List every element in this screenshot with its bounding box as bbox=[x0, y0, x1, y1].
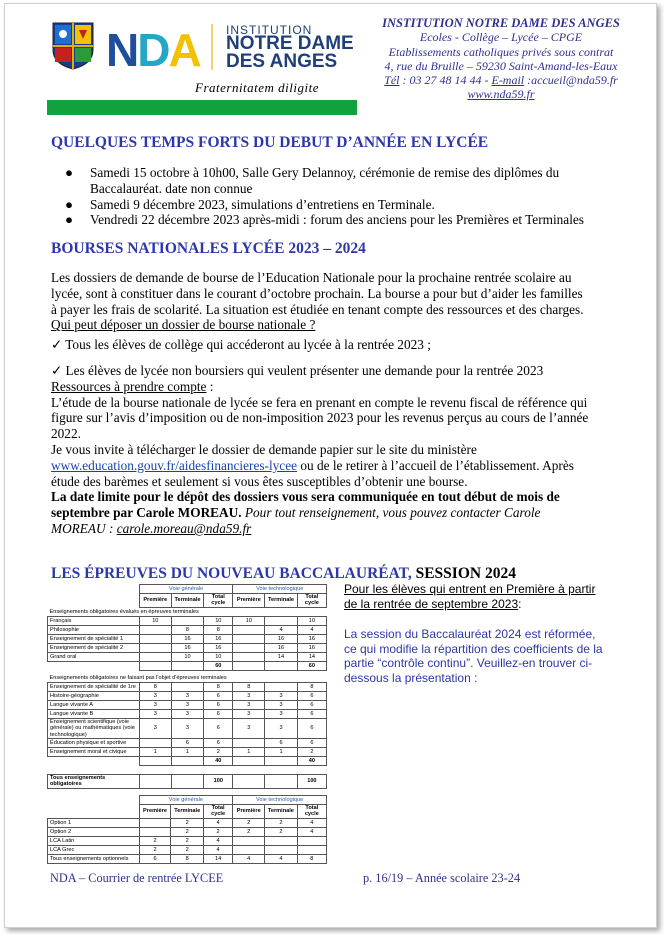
table-cell: 1 bbox=[265, 748, 297, 757]
row-label: Option 1 bbox=[48, 818, 140, 827]
table-cell: 3 bbox=[171, 700, 203, 709]
section-title-temps-forts: QUELQUES TEMPS FORTS DU DEBUT D’ANNÉE EN LYCÉE bbox=[51, 134, 489, 151]
table-row bbox=[48, 652, 327, 661]
table-row bbox=[48, 682, 327, 691]
column-header: Première bbox=[139, 594, 171, 608]
table-row bbox=[48, 854, 327, 863]
ressources-label: Ressources à prendre compte bbox=[51, 378, 207, 394]
table-cell: 2 bbox=[171, 818, 203, 827]
table-cell: 1 bbox=[171, 748, 203, 757]
table-cell: 4 bbox=[203, 836, 232, 845]
table-cell: 16 bbox=[204, 634, 233, 643]
table-cell: 10 bbox=[204, 652, 233, 661]
table-cell: 4 bbox=[297, 625, 326, 634]
table-cell: 6 bbox=[297, 700, 326, 709]
green-bar bbox=[47, 100, 357, 115]
column-header: Total cycle bbox=[297, 805, 326, 819]
list-item: ✓ Tous les élèves de collège qui accéderont au lycée à la rentrée 2023 ; bbox=[51, 337, 431, 353]
table-row bbox=[48, 739, 327, 748]
nda-logo: NDA bbox=[106, 24, 200, 76]
tel-label: Tél bbox=[384, 73, 400, 88]
table-cell bbox=[265, 845, 297, 854]
school-title: INSTITUTION NOTRE DAME DES ANGES bbox=[382, 16, 620, 30]
table-row bbox=[48, 845, 327, 854]
table-cell bbox=[139, 652, 171, 661]
table-cell: 8 bbox=[233, 682, 265, 691]
row-label: Langue vivante B bbox=[48, 709, 140, 718]
column-header: Total cycle bbox=[204, 594, 233, 608]
coat-of-arms-icon bbox=[52, 22, 94, 70]
row-label: Langue vivante A bbox=[48, 700, 140, 709]
table-row bbox=[48, 691, 327, 700]
table-cell: 8 bbox=[139, 682, 171, 691]
table-cell: 2 bbox=[171, 845, 203, 854]
bourses-deadline: La date limite pour le dépôt des dossiers vous sera communiquée en tout début de mois de septembre par Carole MOREAU. Pour tout renseignement, vous pouvez contacter Carole MOREAU : carole.moreau@nda59.fr bbox=[51, 489, 560, 536]
table-cell: 3 bbox=[139, 709, 171, 718]
table-cell: 10 bbox=[233, 616, 265, 625]
table-cell: 3 bbox=[265, 691, 297, 700]
table-cell: 6 bbox=[297, 718, 326, 738]
row-label bbox=[48, 661, 140, 670]
table-cell: 3 bbox=[171, 718, 203, 738]
table-cell bbox=[139, 634, 171, 643]
column-header: Terminale bbox=[265, 805, 297, 819]
table-cell: 3 bbox=[171, 709, 203, 718]
table-cell: 2 bbox=[265, 827, 297, 836]
table-row bbox=[48, 661, 327, 670]
table-cell bbox=[139, 625, 171, 634]
table-cell: 10 bbox=[204, 616, 233, 625]
table-cell bbox=[265, 661, 297, 670]
contact-email-link[interactable]: carole.moreau@nda59.fr bbox=[116, 520, 252, 536]
column-header: Première bbox=[233, 805, 265, 819]
bourses-intro: Les dossiers de demande de bourse de l’Education Nationale pour la prochaine rentrée scolaire au lycée, sont à constituer dans le courant d’octobre prochain. La bourse a pour but d’aider les familles à payer les frais de scolarité. La situation est étudiée en tenant compte des ressources et des charges. bbox=[51, 270, 584, 317]
row-label: Éducation physique et sportive bbox=[48, 739, 140, 748]
column-header: Terminale bbox=[265, 594, 297, 608]
table-cell: 2 bbox=[297, 748, 326, 757]
row-label: LCA Latin bbox=[48, 836, 140, 845]
table-cell: 3 bbox=[233, 700, 265, 709]
table-section-header: Enseignements obligatoires ne faisant pas l'objet d'épreuves terminales bbox=[48, 670, 327, 682]
table-cell bbox=[139, 661, 171, 670]
table-cell bbox=[265, 682, 297, 691]
row-label: Histoire-géographie bbox=[48, 691, 140, 700]
column-header: Première bbox=[139, 805, 171, 819]
table-cell bbox=[233, 661, 265, 670]
table-cell bbox=[233, 652, 265, 661]
table-cell bbox=[265, 616, 297, 625]
table-cell bbox=[171, 682, 203, 691]
table-row bbox=[48, 836, 327, 845]
table-cell bbox=[233, 836, 265, 845]
table-cell: 4 bbox=[203, 845, 232, 854]
table-cell: 3 bbox=[265, 709, 297, 718]
table-cell: 6 bbox=[204, 739, 233, 748]
table-cell: 2 bbox=[204, 748, 233, 757]
website-link[interactable]: www.nda59.fr bbox=[467, 87, 535, 102]
section-title-bourses: BOURSES NATIONALES LYCÉE 2023 – 2024 bbox=[51, 240, 366, 257]
table-cell bbox=[171, 616, 203, 625]
column-header: Total cycle bbox=[297, 594, 326, 608]
bac-intro: Pour les élèves qui entrent en Première à partir de la rentrée de septembre 2023 bbox=[344, 582, 596, 611]
row-label: Option 2 bbox=[48, 827, 140, 836]
table-cell: 2 bbox=[265, 818, 297, 827]
table-cell: 6 bbox=[204, 700, 233, 709]
table-row bbox=[48, 757, 327, 766]
table-cell: 6 bbox=[297, 691, 326, 700]
column-group-header: Voie technologique bbox=[233, 796, 327, 805]
table-cell bbox=[139, 818, 171, 827]
table-cell: 6 bbox=[204, 691, 233, 700]
coefficients-table-obligatoires bbox=[47, 584, 327, 789]
table-cell: 2 bbox=[171, 836, 203, 845]
table-cell: 40 bbox=[204, 757, 233, 766]
bourses-download-text: Je vous invite à télécharger le dossier de demande papier sur le site du ministère www.education.gouv.fr/aidesfinancieres-lycee ou de le retirer à l’accueil de l’établissement. Après étude des barèmes et seulement si vous êtes susceptibles d’obtenir une bourse. bbox=[51, 441, 574, 489]
table-row bbox=[48, 709, 327, 718]
row-label: Enseignement moral et civique bbox=[48, 748, 140, 757]
motto: Fraternitatem diligite bbox=[195, 80, 320, 95]
table-row bbox=[48, 616, 327, 625]
table-header-row bbox=[48, 796, 327, 805]
table-cell: 3 bbox=[233, 718, 265, 738]
table-cell: 10 bbox=[297, 616, 326, 625]
column-header: Total cycle bbox=[203, 805, 232, 819]
column-group-header: Voie générale bbox=[139, 796, 233, 805]
table-cell: 6 bbox=[171, 739, 203, 748]
table-cell bbox=[139, 739, 171, 748]
table-cell: 2 bbox=[203, 827, 232, 836]
bac-description: La session du Baccalauréat 2024 est réformée, ce qui modifie la répartition des coefficients de la partie “contrôle continu”. Veuillez-en trouver ci-dessous la présentation : bbox=[344, 627, 603, 685]
table-cell: 4 bbox=[297, 818, 326, 827]
table-cell: 1 bbox=[233, 748, 265, 757]
list-item: ● Samedi 15 octobre à 10h00, Salle Gery Delannoy, cérémonie de remise des diplômes du Baccalauréat. date non connue bbox=[65, 165, 560, 196]
table-total-row: Tous enseignements obligatoires 100 100 bbox=[48, 775, 327, 789]
list-item: ✓ Les élèves de lycée non boursiers qui veulent présenter une demande pour la rentrée 2023 bbox=[51, 362, 544, 378]
table-cell: 40 bbox=[297, 757, 326, 766]
table-cell: 8 bbox=[204, 625, 233, 634]
table-cell: 6 bbox=[204, 709, 233, 718]
row-label: Grand oral bbox=[48, 652, 140, 661]
table-cell bbox=[139, 757, 171, 766]
table-cell: 16 bbox=[265, 643, 297, 652]
table-cell: 3 bbox=[171, 691, 203, 700]
footer-left: NDA – Courrier de rentrée LYCEE bbox=[50, 871, 224, 885]
table-cell bbox=[265, 836, 297, 845]
table-cell bbox=[297, 836, 326, 845]
table-header-row bbox=[48, 594, 327, 608]
table-cell: 3 bbox=[139, 691, 171, 700]
column-group-header: Voie générale bbox=[139, 585, 233, 594]
bourses-ressources-text: L’étude de la bourse nationale de lycée se fera en prenant en compte le revenu fiscal de référence qui figure sur l’avis d’imposition ou de non-imposition 2023 pour les revenus perçus au cours de l’année 2022. bbox=[51, 394, 589, 442]
table-cell: 60 bbox=[297, 661, 326, 670]
table-cell: 4 bbox=[233, 854, 265, 863]
table-cell: 8 bbox=[297, 854, 326, 863]
table-cell: 8 bbox=[171, 625, 203, 634]
table-cell: 4 bbox=[203, 818, 232, 827]
table-cell bbox=[233, 634, 265, 643]
school-contact-block: INSTITUTION NOTRE DAME DES ANGES Ecoles - Collège – Lycée – CPGE Etablissements catholiques privés sous contrat 4, rue du Bruille – 59230 Saint-Amand-les-Eaux Tél : 03 27 48 14 44 - E-mail :accueil@nda59.fr www.nda59.fr bbox=[370, 16, 632, 102]
table-cell: 14 bbox=[265, 652, 297, 661]
row-label: Tous enseignements optionnels bbox=[48, 854, 140, 863]
table-cell: 6 bbox=[204, 718, 233, 738]
table-cell: 4 bbox=[265, 854, 297, 863]
table-cell: 8 bbox=[204, 682, 233, 691]
column-header: Terminale bbox=[171, 805, 203, 819]
table-cell: 4 bbox=[297, 827, 326, 836]
table-cell bbox=[233, 739, 265, 748]
table-cell bbox=[171, 661, 203, 670]
table-row bbox=[48, 827, 327, 836]
row-label: Enseignement de spécialité 1 bbox=[48, 634, 140, 643]
table-row bbox=[48, 700, 327, 709]
bac-side-text: Pour les élèves qui entrent en Première à partir de la rentrée de septembre 2023: La session du Baccalauréat 2024 est réformée, ce qui modifie la répartition des coefficients de la partie “contrôle continu”. Veuillez-en trouver ci-dessous la présentation : bbox=[344, 582, 606, 686]
table-cell: 10 bbox=[171, 652, 203, 661]
row-label: LCA Grec bbox=[48, 845, 140, 854]
table-cell: 3 bbox=[139, 718, 171, 738]
footer-page-number: p. 16/19 – Année scolaire 23-24 bbox=[363, 871, 521, 885]
table-cell: 8 bbox=[297, 682, 326, 691]
table-cell: 3 bbox=[265, 718, 297, 738]
coefficients-table-optionnels bbox=[47, 795, 327, 864]
table-cell: 16 bbox=[204, 643, 233, 652]
email-label[interactable]: E-mail bbox=[491, 73, 525, 88]
table-cell bbox=[171, 757, 203, 766]
table-header-row bbox=[48, 585, 327, 594]
table-cell: 16 bbox=[171, 634, 203, 643]
table-cell: 60 bbox=[204, 661, 233, 670]
row-label bbox=[48, 757, 140, 766]
table-section-header: Enseignements obligatoires évalués en épreuves terminales bbox=[48, 607, 327, 616]
table-cell: 6 bbox=[297, 739, 326, 748]
column-header: Terminale bbox=[171, 594, 203, 608]
table-cell bbox=[297, 845, 326, 854]
table-row bbox=[48, 718, 327, 738]
table-cell: 3 bbox=[233, 709, 265, 718]
table-header-row bbox=[48, 805, 327, 819]
table-cell: 2 bbox=[139, 836, 171, 845]
table-cell: 3 bbox=[265, 700, 297, 709]
row-label: Philosophie bbox=[48, 625, 140, 634]
table-row bbox=[48, 818, 327, 827]
table-cell: 10 bbox=[139, 616, 171, 625]
row-label: Français bbox=[48, 616, 140, 625]
table-cell: 14 bbox=[297, 652, 326, 661]
table-cell: 2 bbox=[233, 818, 265, 827]
table-cell: 6 bbox=[297, 709, 326, 718]
row-label: Enseignement scientifique (voie générale) ou mathématiques (voie technologique) bbox=[48, 718, 140, 738]
column-group-header: Voie technologique bbox=[233, 585, 327, 594]
table-cell: 14 bbox=[203, 854, 232, 863]
table-cell bbox=[233, 625, 265, 634]
table-cell bbox=[265, 757, 297, 766]
table-cell: 16 bbox=[171, 643, 203, 652]
bourses-question: Qui peut déposer un dossier de bourse nationale ? bbox=[51, 317, 316, 333]
table-row bbox=[48, 748, 327, 757]
table-cell: 16 bbox=[297, 634, 326, 643]
table-row bbox=[48, 625, 327, 634]
table-cell: 4 bbox=[265, 625, 297, 634]
logo-separator bbox=[211, 24, 213, 70]
row-label: Enseignement de spécialité 2 bbox=[48, 643, 140, 652]
table-cell bbox=[233, 845, 265, 854]
events-list bbox=[65, 165, 605, 228]
row-label: Enseignement de spécialité de 1re bbox=[48, 682, 140, 691]
section-title-baccalaureat: LES ÉPREUVES DU NOUVEAU BACCALAURÉAT, SESSION 2024 bbox=[51, 565, 516, 582]
table-cell bbox=[139, 643, 171, 652]
table-cell: 2 bbox=[171, 827, 203, 836]
ministry-link[interactable]: www.education.gouv.fr/aidesfinancieres-lycee bbox=[51, 457, 298, 473]
table-cell bbox=[233, 757, 265, 766]
list-item: ● Samedi 9 décembre 2023, simulations d’entretiens en Terminale. bbox=[65, 196, 435, 212]
table-row bbox=[48, 643, 327, 652]
bourses-body: Les dossiers de demande de bourse de l’Education Nationale pour la prochaine rentrée scolaire au lycée, sont à constituer dans le courant d’octobre prochain. La bourse a pour but d’aider les familles à payer les frais de scolarité. La situation est étudiée en tenant compte des ressources et des charges. Qui peut déposer un dossier de bourse nationale ? ✓ Tous les élèves de collège qui accéderont au lycée à la rentrée 2023 ; ✓ Les élèves de lycée non boursiers qui veulent présenter une demande pour la rentrée 2023 Ressources à prendre compte : L’étude de la bourse nationale de lycée se fera en prenant en compte le revenu fiscal de référence qui figure sur l’avis d’imposition ou de non-imposition 2023 pour les revenus perçus au cours de l’année 2022. Je vous invite à télécharger le dossier de demande papier sur le site du ministère www.education.gouv.fr/aidesfinancieres-lycee ou de le retirer à l’accueil de l’établissement. Après étude des barèmes et seulement si vous êtes susceptibles d’obtenir une bourse. La date limite pour le dépôt des dossiers vous sera communiquée en tout début de mois de septembre par Carole MOREAU. Pour tout renseignement, vous pouvez contacter Carole MOREAU : carole.moreau@nda59.fr bbox=[51, 270, 591, 537]
column-header: Première bbox=[233, 594, 265, 608]
table-cell: 3 bbox=[139, 700, 171, 709]
table-cell bbox=[233, 643, 265, 652]
table-row bbox=[48, 634, 327, 643]
table-cell: 8 bbox=[171, 854, 203, 863]
table-cell: 16 bbox=[265, 634, 297, 643]
table-cell: 1 bbox=[139, 748, 171, 757]
table-cell: 2 bbox=[139, 845, 171, 854]
table-cell: 3 bbox=[233, 691, 265, 700]
institution-label: INSTITUTION bbox=[226, 23, 313, 37]
institution-name: NOTRE DAME DES ANGES bbox=[226, 33, 354, 72]
table-cell bbox=[139, 827, 171, 836]
list-item: ● Vendredi 22 décembre 2023 après-midi : forum des anciens pour les Premières et Terminales bbox=[65, 212, 584, 228]
table-cell: 6 bbox=[139, 854, 171, 863]
table-cell: 16 bbox=[297, 643, 326, 652]
table-cell: 2 bbox=[233, 827, 265, 836]
table-cell: 6 bbox=[265, 739, 297, 748]
